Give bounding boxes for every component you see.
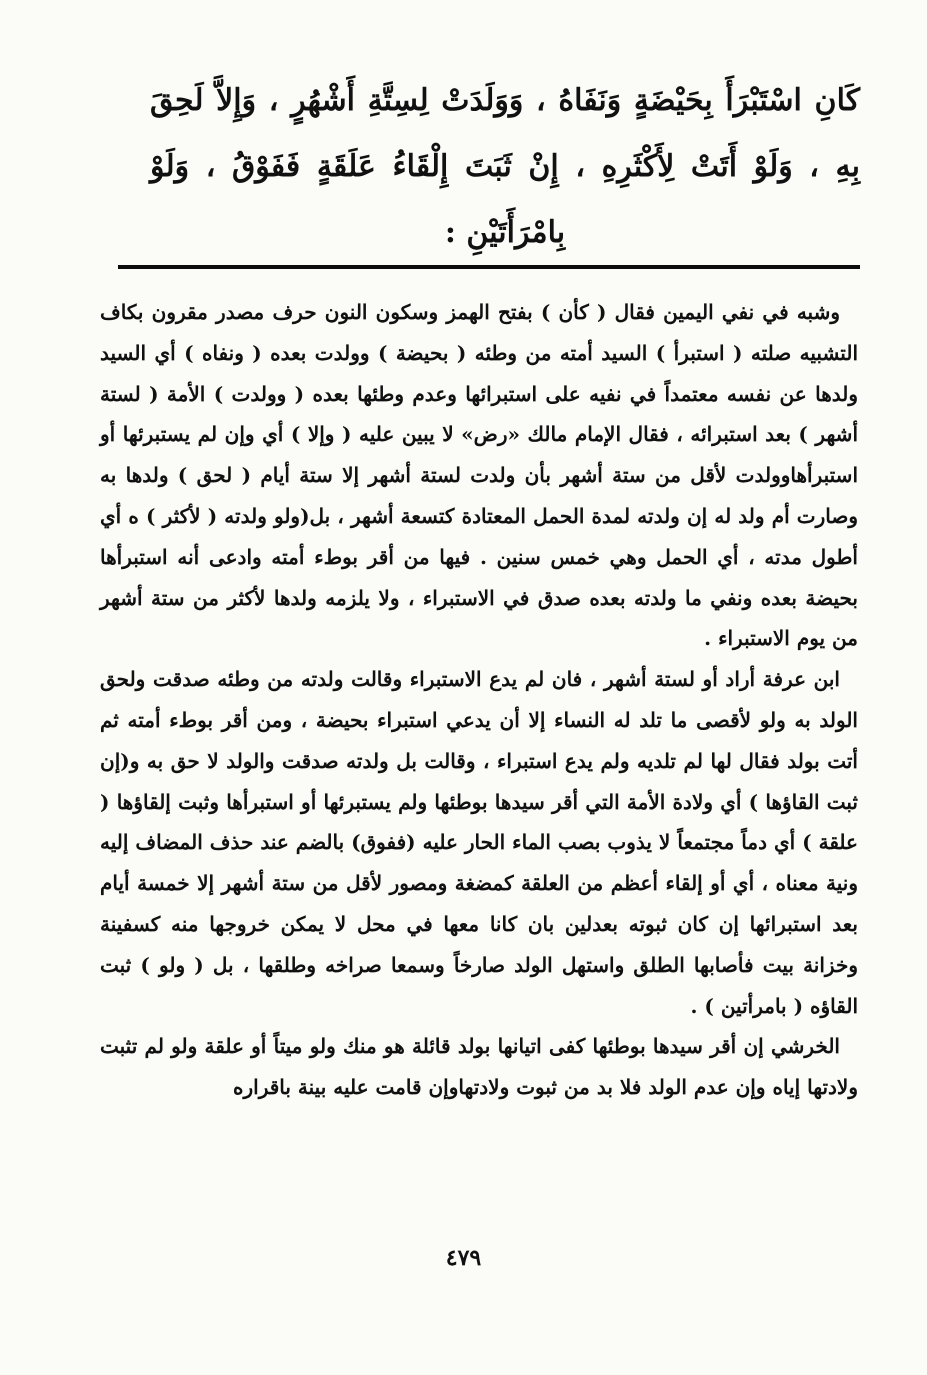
commentary-paragraph-2: ابن عرفة أراد أو لستة أشهر ، فان لم يدع الاستبراء وقالت ولدته من وطئه صدقت ولحق الولد به ولو لأقصى ما تلد له النساء إلا أن يدعي استبراء بحيضة ، ومن أقر بوطء أمته ثم أتت بولد فقال لها لم تلديه ولم يدع استبراء ، وقالت بل ولدته صدقت والولد لا حق به و(إن ثبت القاؤها ) أي ولادة الأمة التي أقر سيدها بوطئها ولم يستبرئها أو استبرأها وثبت إلقاؤها ( علقة ) أي دماً مجتمعاً لا يذوب بصب الماء الحار عليه (ففوق) بالضم عند حذف المضاف إليه ونية معناه ، أي أو إلقاء أعظم من العلقة كمضغة ومصور لأقل من ستة أشهر إلا خمسة أيام بعد استبرائها إن كان ثبوته بعدلين بان كانا معها في محل لا يمكن خروجها منه كسفينة وخزانة بيت فأصابها الطلق واستهل الولد صارخاً وسمعا صراخه وطلقها ، بل ( ولو ) ثبت القاؤه ( بامرأتين ) . [100, 667, 859, 1018]
page-number: ٤٧٩ [445, 1245, 482, 1271]
section-divider [118, 265, 860, 269]
commentary-paragraph-3: الخرشي إن أقر سيدها بوطئها كفى اتيانها بولد قائلة هو منك ولو ميتاً أو علقة ولو لم تثبت ولادتها إياه وإن عدم الولد فلا بد من ثبوت ولادتهاوإن قامت عليه بينة باقراره [100, 1034, 858, 1100]
matn-verse: كَانِ اسْتَبْرَأَ بِحَيْضَةٍ وَنَفَاهُ ، وَوَلَدَتْ لِسِتَّةِ أَشْهُرٍ ، وَإِلاَّ لَحِقَ بِهِ ، وَلَوْ أَتَتْ لِأَكْثَرِهِ ، إِنْ ثَبَتَ إِلْقَاءُ عَلَقَةٍ فَفَوْقُ ، وَلَوْ بِامْرَأَتَيْنِ : [150, 83, 860, 250]
commentary-paragraph-1: وشبه في نفي اليمين فقال ( كأن ) بفتح الهمز وسكون النون حرف مصدر مقرون بكاف التشبيه صلته ( استبرأ ) السيد أمته من وطئه ( بحيضة ) وولدت بعده ( ونفاه ) أي السيد ولدها عن نفسه معتمداً في نفيه على استبرائها وعدم وطئها بعده ( وولدت ) الأمة ( لستة أشهر ) بعد استبرائه ، فقال الإمام مالك «رض» لا يبين عليه ( وإلا ) أي وإن لم يستبرئها أو استبرأهاوولدت لأقل من ستة أشهر بأن ولدت لستة أشهر إلا ستة أيام ( لحق ) ولدها به وصارت أم ولد له إن ولدته لمدة الحمل المعتادة كتسعة أشهر ، بل(ولو ولدته ( لأكثر ) ه أي أطول مدته ، أي الحمل وهي خمس سنين . فيها من أقر بوطء أمته وادعى أنه استبرأها بحيضة بعده ونفي ما ولدته بعده صدق في الاستبراء ، ولا يلزمه ولدها لأكثر من ستة أشهر من يوم الاستبراء . [100, 300, 858, 651]
commentary-body [100, 292, 858, 1108]
